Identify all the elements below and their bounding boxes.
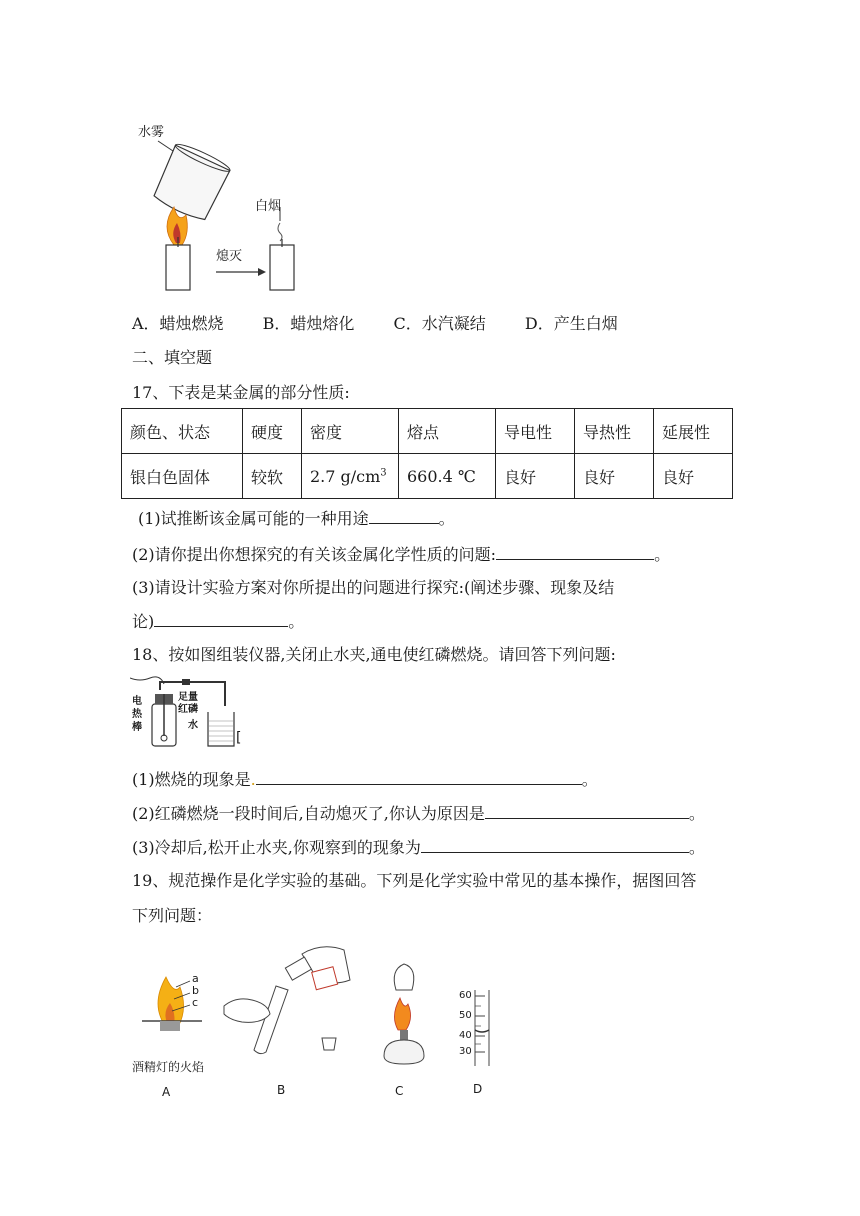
figure-a-letter: A xyxy=(162,1085,171,1099)
flame-label-a: a xyxy=(192,972,199,985)
phosphorus-label-2: 红磷 xyxy=(178,704,198,715)
q18-part1-text: (1)燃烧的现象是 xyxy=(132,770,251,789)
figure-b xyxy=(222,940,362,1100)
table-cell: 660.4 ℃ xyxy=(399,454,496,499)
q18-part1-end: 。 xyxy=(581,770,598,789)
metal-properties-table xyxy=(121,408,733,499)
q18-part3-text-b: 察到的现象为 xyxy=(324,838,421,857)
candle-drawing xyxy=(130,115,320,295)
answer-blank[interactable] xyxy=(485,802,689,819)
figure-b-letter: B xyxy=(277,1083,286,1097)
bracket-mark: [ xyxy=(236,730,242,746)
q17-part1-end: 。 xyxy=(438,509,455,528)
phosphorus-label-1: 足量 xyxy=(178,692,198,703)
option-d[interactable]: D．产生白烟 xyxy=(524,314,618,333)
q16-options xyxy=(132,313,652,335)
answer-blank[interactable] xyxy=(421,836,689,853)
table-header-cell: 延展性 xyxy=(654,409,733,454)
lamp-cap-drawing xyxy=(370,960,440,1070)
q17-part2-end: 。 xyxy=(654,545,671,564)
answer-blank[interactable] xyxy=(154,610,288,627)
table-header-row xyxy=(122,409,733,454)
flame-label-c: c xyxy=(192,996,199,1009)
q17-part3-end: 。 xyxy=(288,612,305,631)
candle-figure xyxy=(130,115,320,295)
q17-part2-text: (2)请你提出你想探究的有关该金属化学性质的问题: xyxy=(132,545,497,564)
smoke-label: 白烟 xyxy=(255,199,282,214)
tick-30: 30 xyxy=(459,1046,472,1057)
q18-part2-text: (2)红磷燃烧一段时间后,自动熄灭了,你认为原因是 xyxy=(132,804,485,823)
table-cell: 银白色固体 xyxy=(122,454,243,499)
table-cell: 良好 xyxy=(496,454,575,499)
q18-stem xyxy=(132,644,616,666)
density-exponent: 3 xyxy=(380,467,387,479)
extinguish-label: 熄灭 xyxy=(216,249,243,264)
figure-d-letter: D xyxy=(473,1082,483,1096)
table-header-cell: 颜色、状态 xyxy=(122,409,243,454)
rod-label-3: 棒 xyxy=(132,722,142,733)
figure-a-caption: 酒精灯的火焰 xyxy=(132,1060,205,1074)
figure-c xyxy=(370,960,440,1100)
rod-label-1: 电 xyxy=(132,696,142,707)
table-row xyxy=(122,454,733,499)
table-cell-density xyxy=(302,454,399,499)
flame-label-b: b xyxy=(192,984,199,997)
option-c[interactable]: C．水汽凝结 xyxy=(393,314,486,333)
pouring-drawing xyxy=(222,940,362,1060)
option-a[interactable]: A．蜡烛燃烧 xyxy=(132,314,224,333)
q19-stem-b: 下列问题： xyxy=(132,906,213,925)
tick-40: 40 xyxy=(459,1030,472,1041)
table-header-cell: 熔点 xyxy=(399,409,496,454)
q18-part3 xyxy=(132,836,705,859)
tick-60: 60 xyxy=(459,990,472,1001)
table-header-cell: 硬度 xyxy=(243,409,302,454)
q17-part1-text: (1)试推断该金属可能的一种用途 xyxy=(138,509,369,528)
phosphorus-apparatus-figure xyxy=(130,676,245,751)
table-cell: 良好 xyxy=(654,454,733,499)
figure-d xyxy=(455,988,505,1098)
table-header-cell: 导电性 xyxy=(496,409,575,454)
q17-part1 xyxy=(138,507,455,530)
q18-stem-text: 18、按如图组装仪器,关闭止水夹,通电使红磷燃烧。请回答下列问题: xyxy=(132,645,616,664)
dot-mark: . xyxy=(250,770,256,789)
mist-label: 水雾 xyxy=(138,125,165,140)
rod-label-2: 热 xyxy=(132,709,142,720)
table-cell: 良好 xyxy=(575,454,654,499)
density-value: 2.7 g/cm xyxy=(310,466,381,486)
table-cell: 较软 xyxy=(243,454,302,499)
figure-c-letter: C xyxy=(395,1084,404,1098)
q18-part1 xyxy=(132,768,598,791)
tick-50: 50 xyxy=(459,1010,472,1021)
figure-a xyxy=(130,965,220,1105)
q19-stem-a: 19、规范操作是化学实验的基础。下列是化学实验中常见的基本操作，据图回答 xyxy=(132,871,697,890)
q18-part2 xyxy=(132,802,705,825)
q17-part3a: (3)请设计实验方案对你所提出的问题进行探究:(阐述步骤、现象及结 xyxy=(132,578,615,597)
q18-part2-end: 。 xyxy=(688,804,705,823)
q18-part3-end: 。 xyxy=(688,838,705,857)
q17-part3b xyxy=(132,610,304,633)
alcohol-flame-drawing xyxy=(130,965,220,1065)
q18-part3-text-a: (3)冷却后,松开止水夹,你观 xyxy=(132,838,325,857)
answer-blank[interactable] xyxy=(369,507,439,524)
table-header-cell: 导热性 xyxy=(575,409,654,454)
answer-blank[interactable] xyxy=(256,768,582,785)
q17-part3b-text: 论) xyxy=(132,612,155,631)
section-title: 二、填空题 xyxy=(132,348,213,367)
table-header-cell: 密度 xyxy=(302,409,399,454)
option-b[interactable]: B．蜡烛熔化 xyxy=(262,314,355,333)
q17-part2 xyxy=(132,543,670,566)
answer-blank[interactable] xyxy=(496,543,654,560)
q17-stem: 17、下表是某金属的部分性质: xyxy=(132,383,350,402)
water-label: 水 xyxy=(188,720,198,731)
